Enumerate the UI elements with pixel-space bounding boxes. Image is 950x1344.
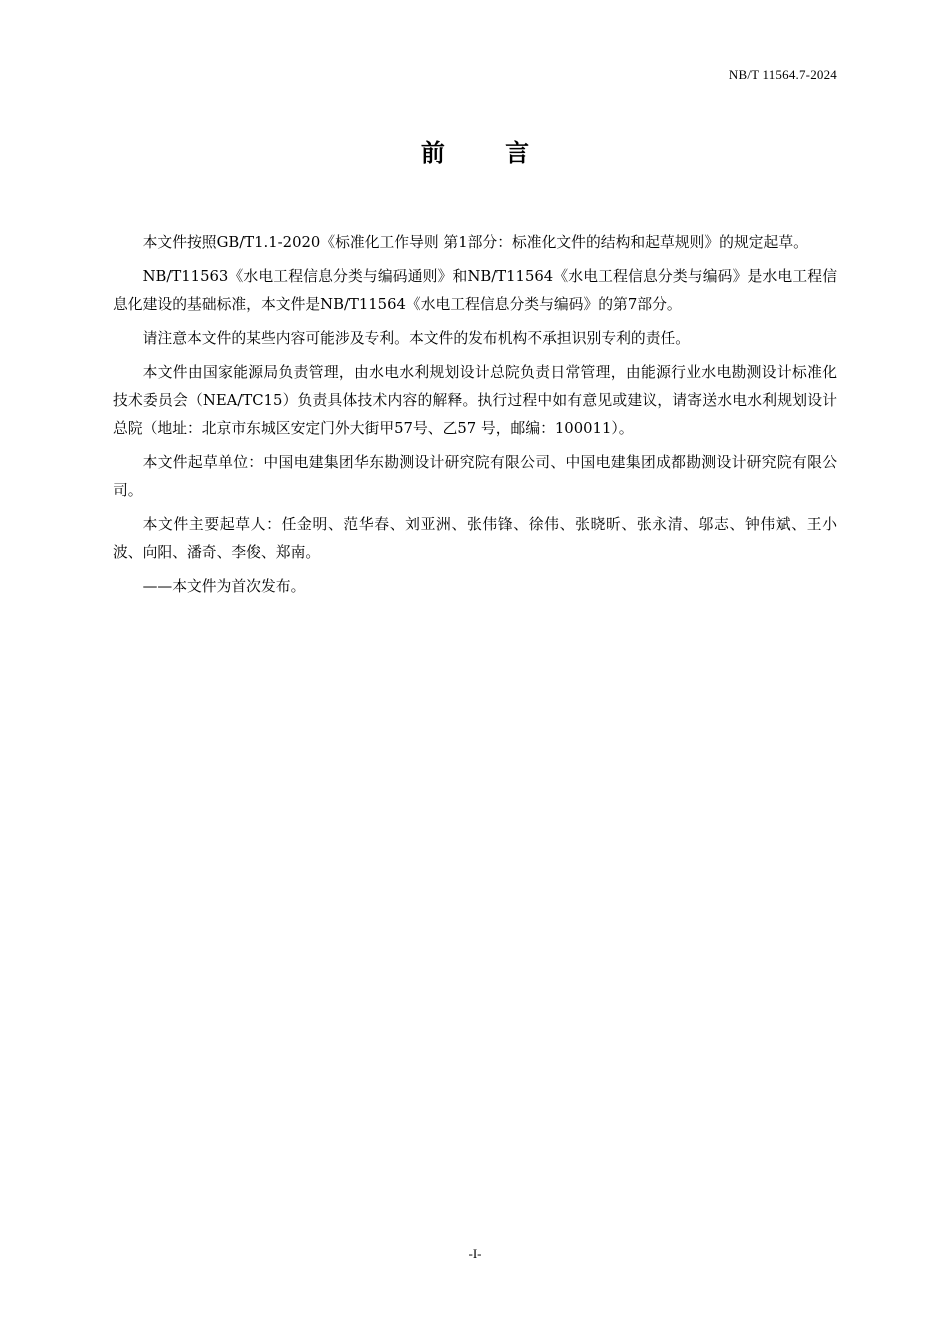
page-title: 前 言: [420, 139, 556, 167]
paragraph-drafting-rules: 本文件按照GB/T1.1-2020《标准化工作导则 第1部分：标准化文件的结构和起草规则》的规定起草。: [142, 234, 808, 251]
paragraph-management: 本文件由国家能源局负责管理，由水电水利规划设计总院负责日常管理，由能源行业水电勘测设计标准化技术委员会（NEA/TC15）负责具体技术内容的解释。执行过程中如有意见或建议，请寄送水电水利规划设计总院（地址：北京市东城区安定门外大街甲57号、乙57 号，邮编：100011）。: [113, 364, 837, 437]
paragraph-drafting-units: 本文件起草单位：中国电建集团华东勘测设计研究院有限公司、中国电建集团成都勘测设计研究院有限公司。: [113, 454, 837, 499]
paragraph-standard-series: NB/T11563《水电工程信息分类与编码通则》和NB/T11564《水电工程信息分类与编码》是水电工程信息化建设的基础标准，本文件是NB/T11564《水电工程信息分类与编码》的第7部分。: [113, 268, 837, 313]
paragraph-patent-notice: 请注意本文件的某些内容可能涉及专利。本文件的发布机构不承担识别专利的责任。: [142, 330, 691, 347]
page-number: -I-: [468, 1246, 482, 1261]
paragraph-drafters: 本文件主要起草人：任金明、范华春、刘亚洲、张伟锋、徐伟、张晓昕、张永清、邬志、钟伟斌、王小波、向阳、潘奇、李俊、郑南。: [113, 516, 837, 561]
foreword-body: [113, 229, 837, 607]
paragraph-first-release: ——本文件为首次发布。: [142, 578, 306, 595]
document-code: NB/T 11564.7-2024: [728, 67, 837, 82]
